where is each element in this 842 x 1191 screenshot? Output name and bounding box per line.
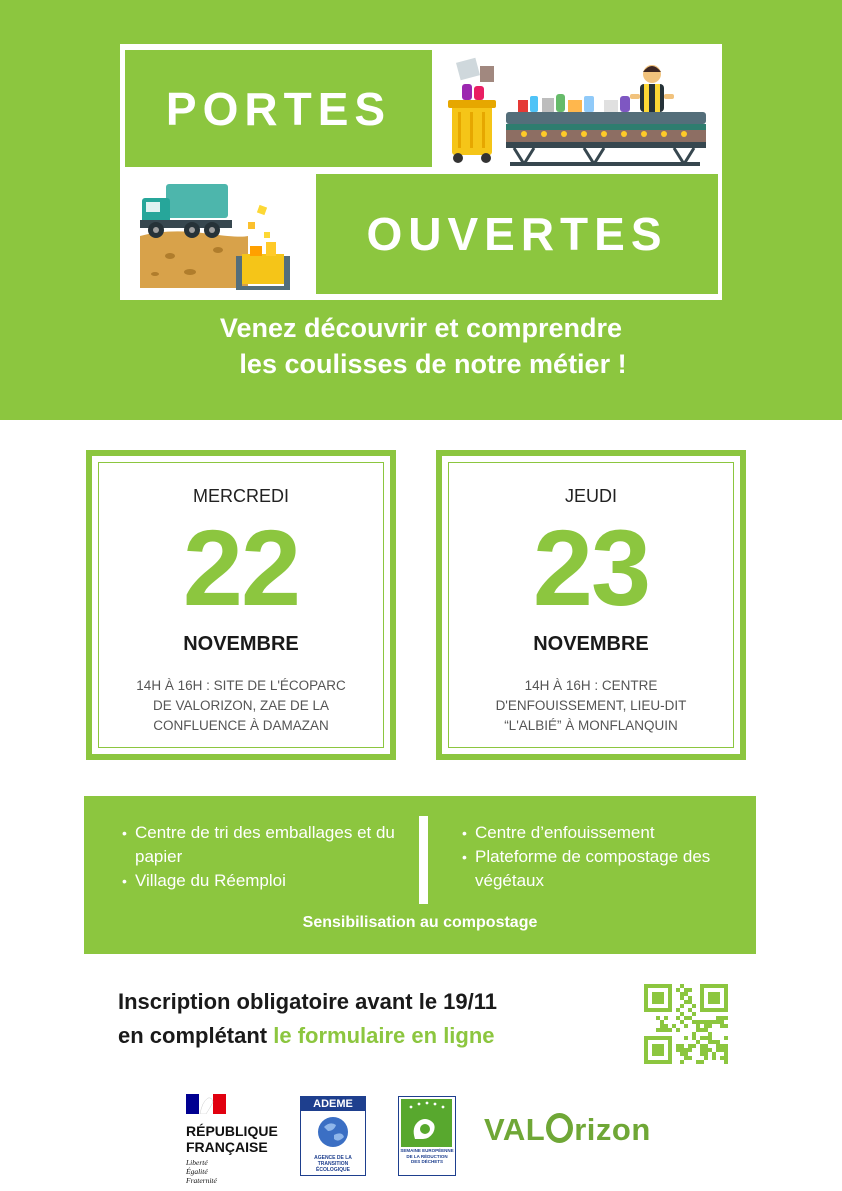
qr-code[interactable] <box>644 984 728 1064</box>
serd-emblem <box>401 1099 452 1147</box>
bullet: • <box>122 873 127 889</box>
valorizon-ring-icon <box>546 1113 573 1143</box>
serd-text-line: DE LA RÉDUCTION <box>406 1153 448 1159</box>
location-line: CONFLUENCE À DAMAZAN <box>153 718 329 733</box>
event-location <box>466 676 716 736</box>
serd-text-line: DES DÉCHETS <box>410 1159 443 1164</box>
landfill-icon <box>140 231 248 288</box>
serd-text-line: SEMAINE EUROPÉENNE <box>400 1148 454 1153</box>
weekday: JEUDI <box>564 486 617 506</box>
ademe-subtitle <box>301 1155 365 1173</box>
tagline-line-1: Venez découvrir et comprendre <box>219 313 623 343</box>
activities-panel <box>84 796 756 954</box>
activities-left <box>122 821 422 893</box>
ademe-name: ADEME <box>301 1097 365 1111</box>
rf-name <box>186 1123 296 1155</box>
valorizon-post: rizon <box>574 1112 651 1147</box>
marianne-flag-icon <box>186 1094 226 1114</box>
location-line: “L'ALBIÉ” À MONFLANQUIN <box>504 718 678 733</box>
signup-notice <box>118 985 618 1053</box>
date-card-thursday <box>436 450 746 760</box>
valorizon-logo <box>484 1112 651 1148</box>
garbage-truck-illustration <box>130 176 310 294</box>
ademe-sub-line: AGENCE DE LA <box>314 1155 352 1161</box>
sorting-line-illustration <box>444 50 720 167</box>
activity-label: Village du Réemploi <box>135 871 286 890</box>
list-item <box>462 821 752 845</box>
motto-line: Liberté <box>186 1158 208 1167</box>
date-card-wednesday <box>86 450 396 760</box>
valorizon-pre: VAL <box>484 1112 546 1147</box>
list-item <box>462 845 752 893</box>
title-portes: PORTES <box>125 50 432 167</box>
signup-line-2 <box>118 1019 618 1053</box>
bullet: • <box>122 825 127 841</box>
conveyor-belt-icon <box>506 94 706 166</box>
yellow-bin-icon <box>448 58 496 163</box>
title-ouvertes: OUVERTES <box>316 174 718 294</box>
hand-icon <box>401 1099 452 1147</box>
ademe-sub-line: TRANSITION <box>317 1161 349 1167</box>
location-line: DE VALORIZON, ZAE DE LA <box>152 698 330 713</box>
motto-line: Égalité <box>186 1167 208 1176</box>
ademe-sub-line: ÉCOLOGIQUE <box>316 1167 350 1173</box>
online-form-link[interactable]: le formulaire en ligne <box>273 1023 495 1048</box>
ademe-logo <box>300 1096 366 1176</box>
globe-icon <box>316 1115 350 1149</box>
signup-prefix: en complétant <box>118 1023 274 1048</box>
day-number: 22 <box>182 507 300 628</box>
bullet: • <box>462 825 467 841</box>
month: NOVEMBRE <box>183 633 299 655</box>
location-line: 14H À 16H : SITE DE L'ÉCOPARC <box>136 678 346 693</box>
rf-name-line: RÉPUBLIQUE <box>186 1123 278 1139</box>
rf-motto <box>186 1158 296 1185</box>
activity-label: Centre de tri des emballages et du papier <box>135 823 395 866</box>
activities-right <box>462 821 752 893</box>
bullet: • <box>462 849 467 865</box>
location-line: D'ENFOUISSEMENT, LIEU-DIT <box>495 698 687 713</box>
tagline-line-2: les coulisses de notre métier ! <box>239 349 627 379</box>
republique-francaise-logo <box>186 1094 296 1185</box>
composting-awareness: Sensibilisation au compostage <box>302 914 538 931</box>
location-line: 14H À 16H : CENTRE <box>524 678 658 693</box>
list-item <box>122 869 422 893</box>
serd-text <box>400 1148 454 1165</box>
motto-line: Fraternité <box>186 1176 217 1185</box>
signup-line-1: Inscription obligatoire avant le 19/11 <box>118 989 498 1014</box>
worker-icon <box>630 65 674 112</box>
activity-label: Centre d’enfouissement <box>475 823 655 842</box>
month: NOVEMBRE <box>533 633 649 655</box>
tagline <box>0 310 842 382</box>
truck-icon <box>140 184 232 238</box>
list-item <box>122 821 422 869</box>
activity-label: Plateforme de compostage des végétaux <box>475 847 711 890</box>
event-location <box>116 676 366 736</box>
rf-name-line: FRANÇAISE <box>186 1139 268 1155</box>
column-divider <box>419 816 428 904</box>
serd-logo <box>398 1096 456 1176</box>
day-number: 23 <box>532 507 650 628</box>
weekday: MERCREDI <box>192 486 289 506</box>
